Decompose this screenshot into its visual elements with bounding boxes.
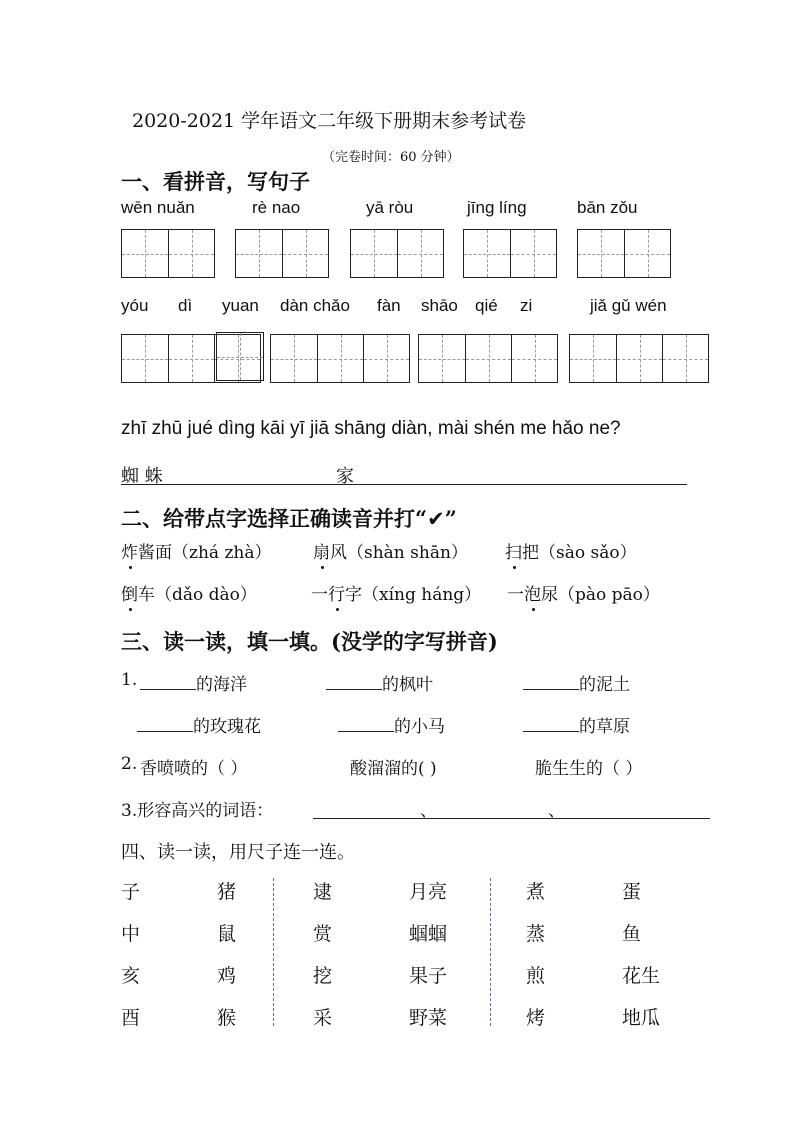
section2-heading-text: 二、给带点字选择正确读音并打“ bbox=[121, 506, 428, 531]
match-item[interactable]: 赏 bbox=[313, 923, 333, 945]
pronunciation-item-2[interactable]: 扇风（shàn shān） bbox=[313, 543, 468, 563]
match-item[interactable]: 逮 bbox=[313, 881, 333, 903]
q2-label: 2. bbox=[121, 754, 138, 774]
match-item[interactable]: 猴 bbox=[217, 1007, 237, 1029]
match-item[interactable]: 花生 bbox=[622, 965, 661, 987]
pinyin-row1-2: rè nao bbox=[252, 198, 301, 217]
pinyin-row2-9: jiǎ gǔ wén bbox=[590, 296, 667, 315]
match-item[interactable]: 鱼 bbox=[622, 923, 642, 945]
fill-paren-item[interactable]: 脆生生的（ ） bbox=[535, 759, 643, 779]
writing-grid[interactable] bbox=[463, 229, 557, 278]
pinyin-row2-2: dì bbox=[178, 296, 193, 315]
match-item[interactable]: 中 bbox=[121, 923, 141, 945]
q3-separator: 、 bbox=[420, 801, 437, 821]
match-item[interactable]: 挖 bbox=[313, 965, 333, 987]
match-item[interactable]: 月亮 bbox=[409, 881, 448, 903]
match-item[interactable]: 果子 bbox=[409, 965, 448, 987]
fill-item[interactable]: 的草原 bbox=[523, 712, 630, 737]
fill-item[interactable]: 的小马 bbox=[338, 712, 445, 737]
fill-item[interactable]: 的枫叶 bbox=[326, 670, 433, 695]
section2-heading bbox=[121, 503, 457, 533]
q1-label: 1. bbox=[121, 670, 138, 690]
sentence-given-2: 家 bbox=[336, 466, 354, 487]
pronunciation-item-6[interactable]: 一泡尿（pào pāo） bbox=[507, 585, 660, 605]
match-item[interactable]: 鸡 bbox=[217, 965, 237, 987]
match-item[interactable]: 采 bbox=[313, 1007, 333, 1029]
pinyin-row2-5: fàn bbox=[377, 296, 401, 315]
match-item[interactable]: 煎 bbox=[526, 965, 546, 987]
match-item[interactable]: 蛋 bbox=[622, 881, 642, 903]
match-item[interactable]: 亥 bbox=[121, 965, 141, 987]
fill-item[interactable]: 的海洋 bbox=[140, 670, 247, 695]
fill-item[interactable]: 的玫瑰花 bbox=[137, 712, 261, 737]
pronunciation-item-3[interactable]: 扫把（sào sǎo） bbox=[505, 543, 637, 563]
sentence-given-1: 蜘 蛛 bbox=[121, 466, 163, 487]
section4-heading: 四、读一读，用尺子连一连。 bbox=[121, 842, 355, 863]
match-item[interactable]: 酉 bbox=[121, 1007, 141, 1029]
match-item[interactable]: 蝈蝈 bbox=[409, 923, 448, 945]
writing-grid[interactable] bbox=[569, 334, 709, 383]
writing-grid[interactable] bbox=[350, 229, 444, 278]
checkmark-icon: ✔ bbox=[427, 507, 445, 531]
match-item[interactable]: 蒸 bbox=[526, 923, 546, 945]
q3-separator: 、 bbox=[548, 801, 565, 821]
writing-grid[interactable] bbox=[216, 332, 264, 381]
column-divider bbox=[273, 878, 274, 1026]
writing-grid[interactable] bbox=[121, 229, 215, 278]
sentence-answer-line[interactable] bbox=[121, 484, 687, 485]
fill-paren-item[interactable]: 香喷喷的（ ） bbox=[140, 759, 248, 779]
writing-grid[interactable] bbox=[270, 334, 410, 383]
fill-item[interactable]: 的泥土 bbox=[523, 670, 630, 695]
pinyin-row2-7: qié bbox=[475, 296, 498, 315]
section3-heading: 三、读一读，填一填。(没学的字写拼音) bbox=[121, 629, 498, 654]
q3-answer-line[interactable] bbox=[313, 818, 710, 819]
fill-paren-item[interactable]: 酸溜溜的( ) bbox=[350, 759, 437, 779]
pinyin-row2-6: shāo bbox=[421, 296, 458, 315]
pinyin-row2-1: yóu bbox=[121, 296, 149, 315]
pronunciation-item-5[interactable]: 一行字（xíng háng） bbox=[311, 585, 482, 605]
sentence-pinyin: zhī zhū jué dìng kāi yī jiā shāng diàn, mài shén me hǎo ne? bbox=[121, 418, 621, 439]
match-item[interactable]: 猪 bbox=[217, 881, 237, 903]
pinyin-row2-3: yuan bbox=[222, 296, 259, 315]
pinyin-row1-4: jīng líng bbox=[467, 198, 527, 217]
page-title: 2020-2021 学年语文二年级下册期末参考试卷 bbox=[132, 110, 527, 132]
writing-grid[interactable] bbox=[235, 229, 329, 278]
pronunciation-item-1[interactable]: 炸酱面（zhá zhà） bbox=[121, 543, 272, 563]
section1-heading: 一、看拼音，写句子 bbox=[121, 169, 310, 194]
match-item[interactable]: 煮 bbox=[526, 881, 546, 903]
pinyin-row1-3: yā ròu bbox=[366, 198, 414, 217]
pinyin-row1-5: bān zǒu bbox=[577, 198, 638, 217]
match-item[interactable]: 野菜 bbox=[409, 1007, 448, 1029]
writing-grid[interactable] bbox=[418, 334, 558, 383]
writing-grid[interactable] bbox=[577, 229, 671, 278]
column-divider bbox=[490, 878, 491, 1026]
pinyin-row2-4: dàn chǎo bbox=[280, 296, 350, 315]
pronunciation-item-4[interactable]: 倒车（dǎo dào） bbox=[121, 585, 257, 605]
pinyin-row1-1: wēn nuǎn bbox=[121, 198, 195, 217]
exam-duration: （完卷时间：60 分钟） bbox=[322, 150, 460, 165]
section2-heading-end: ” bbox=[444, 506, 457, 531]
pinyin-row2-8: zi bbox=[520, 296, 533, 315]
match-item[interactable]: 烤 bbox=[526, 1007, 546, 1029]
match-item[interactable]: 鼠 bbox=[217, 923, 237, 945]
match-item[interactable]: 地瓜 bbox=[622, 1007, 661, 1029]
match-item[interactable]: 子 bbox=[121, 881, 141, 903]
q3-prompt: 3.形容高兴的词语： bbox=[121, 801, 274, 821]
